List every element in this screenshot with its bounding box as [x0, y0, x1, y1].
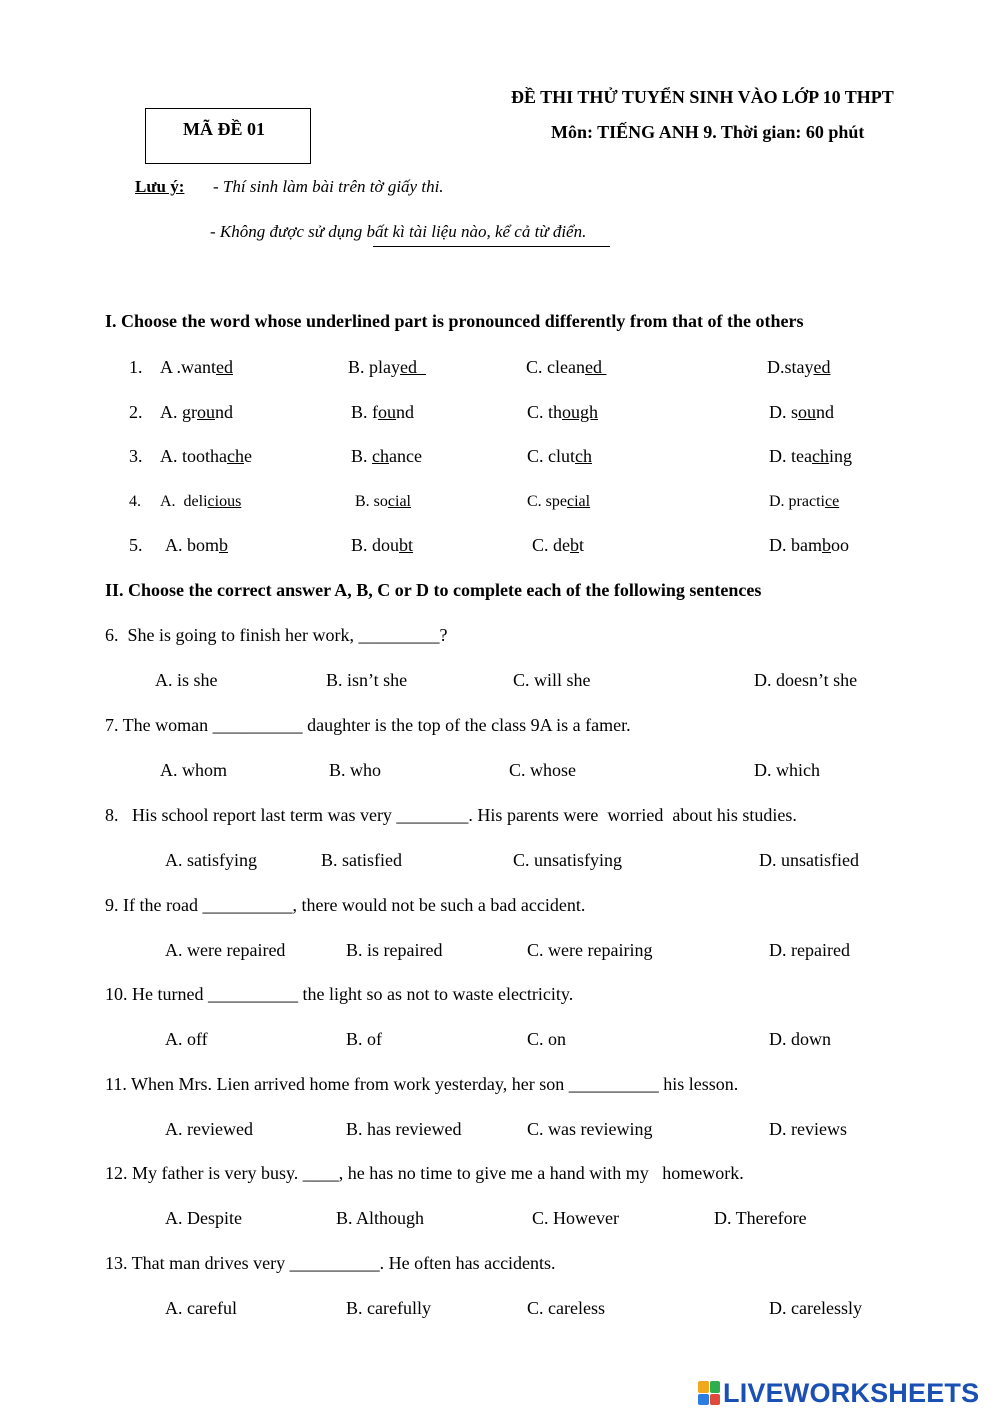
underlined-part: ce	[824, 493, 840, 510]
underlined-part: ou	[197, 402, 215, 422]
logo-text: LIVEWORKSHEETS	[723, 1377, 980, 1408]
answer-option[interactable]	[355, 493, 411, 511]
option-text-tail: oo	[831, 535, 849, 555]
answer-option[interactable]: B. has reviewed	[346, 1119, 462, 1139]
answer-option[interactable]	[769, 493, 839, 511]
answer-option[interactable]	[767, 357, 831, 378]
question-text: 10. He turned __________ the light so as not to waste electricity.	[105, 984, 574, 1004]
answer-option[interactable]	[351, 402, 414, 423]
option-text: D. tea	[769, 446, 812, 466]
question-text: 11. When Mrs. Lien arrived home from work yesterday, her son __________ his lesson.	[105, 1074, 739, 1094]
answer-option[interactable]	[165, 535, 228, 556]
underlined-part: b	[822, 535, 831, 555]
answer-option[interactable]: D. unsatisfied	[759, 850, 859, 870]
answer-option[interactable]: D. carelessly	[769, 1298, 862, 1318]
option-text: A. tootha	[160, 446, 227, 466]
answer-option[interactable]: B. carefully	[346, 1298, 431, 1318]
note-label: Lưu ý:	[135, 177, 185, 196]
option-text: C. spe	[527, 493, 567, 510]
underlined-part: ch	[372, 446, 390, 466]
option-text: C. de	[532, 535, 570, 555]
underlined-part: ed	[813, 357, 831, 377]
underlined-part: ed	[400, 357, 426, 377]
answer-option[interactable]	[160, 446, 252, 467]
answer-option[interactable]	[527, 446, 592, 467]
option-text: A. gr	[160, 402, 197, 422]
answer-option[interactable]: C. careless	[527, 1298, 605, 1318]
answer-option[interactable]: B. of	[346, 1029, 382, 1049]
answer-option[interactable]: C. unsatisfying	[513, 850, 623, 870]
option-text: B.	[351, 446, 373, 466]
answer-option[interactable]	[160, 402, 233, 423]
answer-option[interactable]: B. satisfied	[321, 850, 402, 870]
question-text: 7. The woman __________ daughter is the top of the class 9A is a famer.	[105, 715, 631, 735]
option-text: B. play	[348, 357, 400, 377]
option-text-tail: nd	[816, 402, 835, 422]
answer-option[interactable]: D. Therefore	[714, 1208, 807, 1228]
answer-option[interactable]	[351, 446, 422, 467]
underlined-part: ough	[562, 402, 599, 422]
answer-option[interactable]	[160, 493, 241, 511]
underlined-part: b	[219, 535, 228, 555]
answer-option[interactable]: C. whose	[509, 760, 576, 780]
option-text-tail: ance	[389, 446, 422, 466]
underlined-part: ch	[811, 446, 829, 466]
subject-line: Môn: TIẾNG ANH 9. Thời gian: 60 phút	[551, 122, 865, 142]
option-text: C. clean	[526, 357, 585, 377]
answer-option[interactable]: B. who	[329, 760, 382, 780]
option-text: A. bom	[165, 535, 219, 555]
option-text: A. deli	[160, 493, 208, 510]
section-1-title: I. Choose the word whose underlined part is pronounced differently from that of the others	[105, 311, 804, 331]
question-text: 12. My father is very busy. ____, he has no time to give me a hand with my homework.	[105, 1163, 744, 1183]
option-text: D. s	[769, 402, 799, 422]
underlined-part: ch	[575, 446, 592, 466]
answer-option[interactable]: B. isn’t she	[326, 670, 408, 690]
question-text: 8. His school report last term was very ________. His parents were worried about his studies.	[105, 805, 797, 825]
answer-option[interactable]: C. was reviewing	[527, 1119, 653, 1139]
question-number: 1.	[129, 357, 143, 377]
answer-option[interactable]: A. careful	[165, 1298, 237, 1318]
underlined-part: cial	[567, 493, 591, 510]
answer-option[interactable]: D. reviews	[769, 1119, 847, 1139]
option-text-tail: nd	[396, 402, 414, 422]
answer-option[interactable]	[527, 402, 598, 423]
option-text-tail: e	[244, 446, 252, 466]
exam-title: ĐỀ THI THỬ TUYỂN SINH VÀO LỚP 10 THPT	[511, 87, 894, 107]
section-2-title: II. Choose the correct answer A, B, C or D to complete each of the following sentences	[105, 580, 762, 600]
answer-option[interactable]	[532, 535, 584, 556]
answer-option[interactable]: D. doesn’t she	[754, 670, 858, 690]
underlined-part: cial	[387, 493, 411, 510]
answer-option[interactable]: B. Although	[336, 1208, 425, 1228]
question-number: 2.	[129, 402, 143, 422]
option-text: B. f	[351, 402, 378, 422]
question-text: 9. If the road __________, there would not be such a bad accident.	[105, 895, 586, 915]
underlined-part: ou	[798, 402, 817, 422]
option-text-tail: ing	[828, 446, 852, 466]
answer-option[interactable]: B. is repaired	[346, 940, 443, 960]
option-text: D.stay	[767, 357, 814, 377]
answer-option[interactable]	[348, 357, 426, 378]
answer-option[interactable]: D. repaired	[769, 940, 850, 960]
answer-option[interactable]: C. However	[532, 1208, 619, 1228]
underlined-part: b	[570, 535, 579, 555]
option-text: C. clut	[527, 446, 575, 466]
option-text: B. so	[355, 493, 388, 510]
answer-option[interactable]: A. satisfying	[165, 850, 257, 870]
question-text: 13. That man drives very __________. He often has accidents.	[105, 1253, 556, 1273]
answer-option[interactable]: A. is she	[155, 670, 218, 690]
option-text: B. dou	[351, 535, 400, 555]
option-text: D. bam	[769, 535, 822, 555]
answer-option[interactable]	[160, 357, 233, 378]
liveworksheets-logo	[698, 1378, 979, 1408]
option-text: A .want	[160, 357, 216, 377]
underlined-part: bt	[399, 535, 414, 555]
answer-option[interactable]: A. off	[165, 1029, 208, 1049]
answer-option[interactable]	[527, 493, 590, 511]
answer-option[interactable]	[769, 402, 834, 423]
answer-option[interactable]: C. will she	[513, 670, 591, 690]
underlined-part: ed	[216, 357, 233, 377]
underlined-part: ch	[227, 446, 244, 466]
question-number: 5.	[129, 535, 143, 555]
answer-option[interactable]: C. on	[527, 1029, 567, 1049]
answer-option[interactable]: A. were repaired	[165, 940, 286, 960]
answer-option[interactable]	[769, 446, 852, 467]
answer-option[interactable]: D. which	[754, 760, 820, 780]
underlined-part: ed	[584, 357, 607, 377]
logo-badge-icon	[698, 1381, 720, 1405]
answer-option[interactable]: C. were repairing	[527, 940, 653, 960]
note-rule	[373, 246, 610, 247]
underlined-part: ou	[378, 402, 396, 422]
answer-option[interactable]	[351, 535, 413, 556]
question-text: 6. She is going to finish her work, _________?	[105, 625, 448, 645]
option-text: C. th	[527, 402, 563, 422]
question-number: 3.	[129, 446, 143, 466]
option-text-tail: t	[579, 535, 585, 555]
answer-option[interactable]: A. reviewed	[165, 1119, 253, 1139]
underlined-part: cious	[207, 493, 242, 510]
question-number: 4.	[129, 493, 141, 510]
answer-option[interactable]	[526, 357, 606, 378]
answer-option[interactable]	[769, 535, 849, 556]
answer-option[interactable]: A. Despite	[165, 1208, 242, 1228]
option-text: D. practi	[769, 493, 825, 510]
note-line-1: - Thí sinh làm bài trên tờ giấy thi.	[213, 177, 444, 196]
exam-code: MÃ ĐỀ 01	[183, 119, 265, 139]
answer-option[interactable]: A. whom	[160, 760, 227, 780]
option-text-tail: nd	[215, 402, 233, 422]
note-line-2: - Không được sử dụng bất kì tài liệu nào, kể cả từ điển.	[210, 222, 587, 241]
answer-option[interactable]: D. down	[769, 1029, 831, 1049]
